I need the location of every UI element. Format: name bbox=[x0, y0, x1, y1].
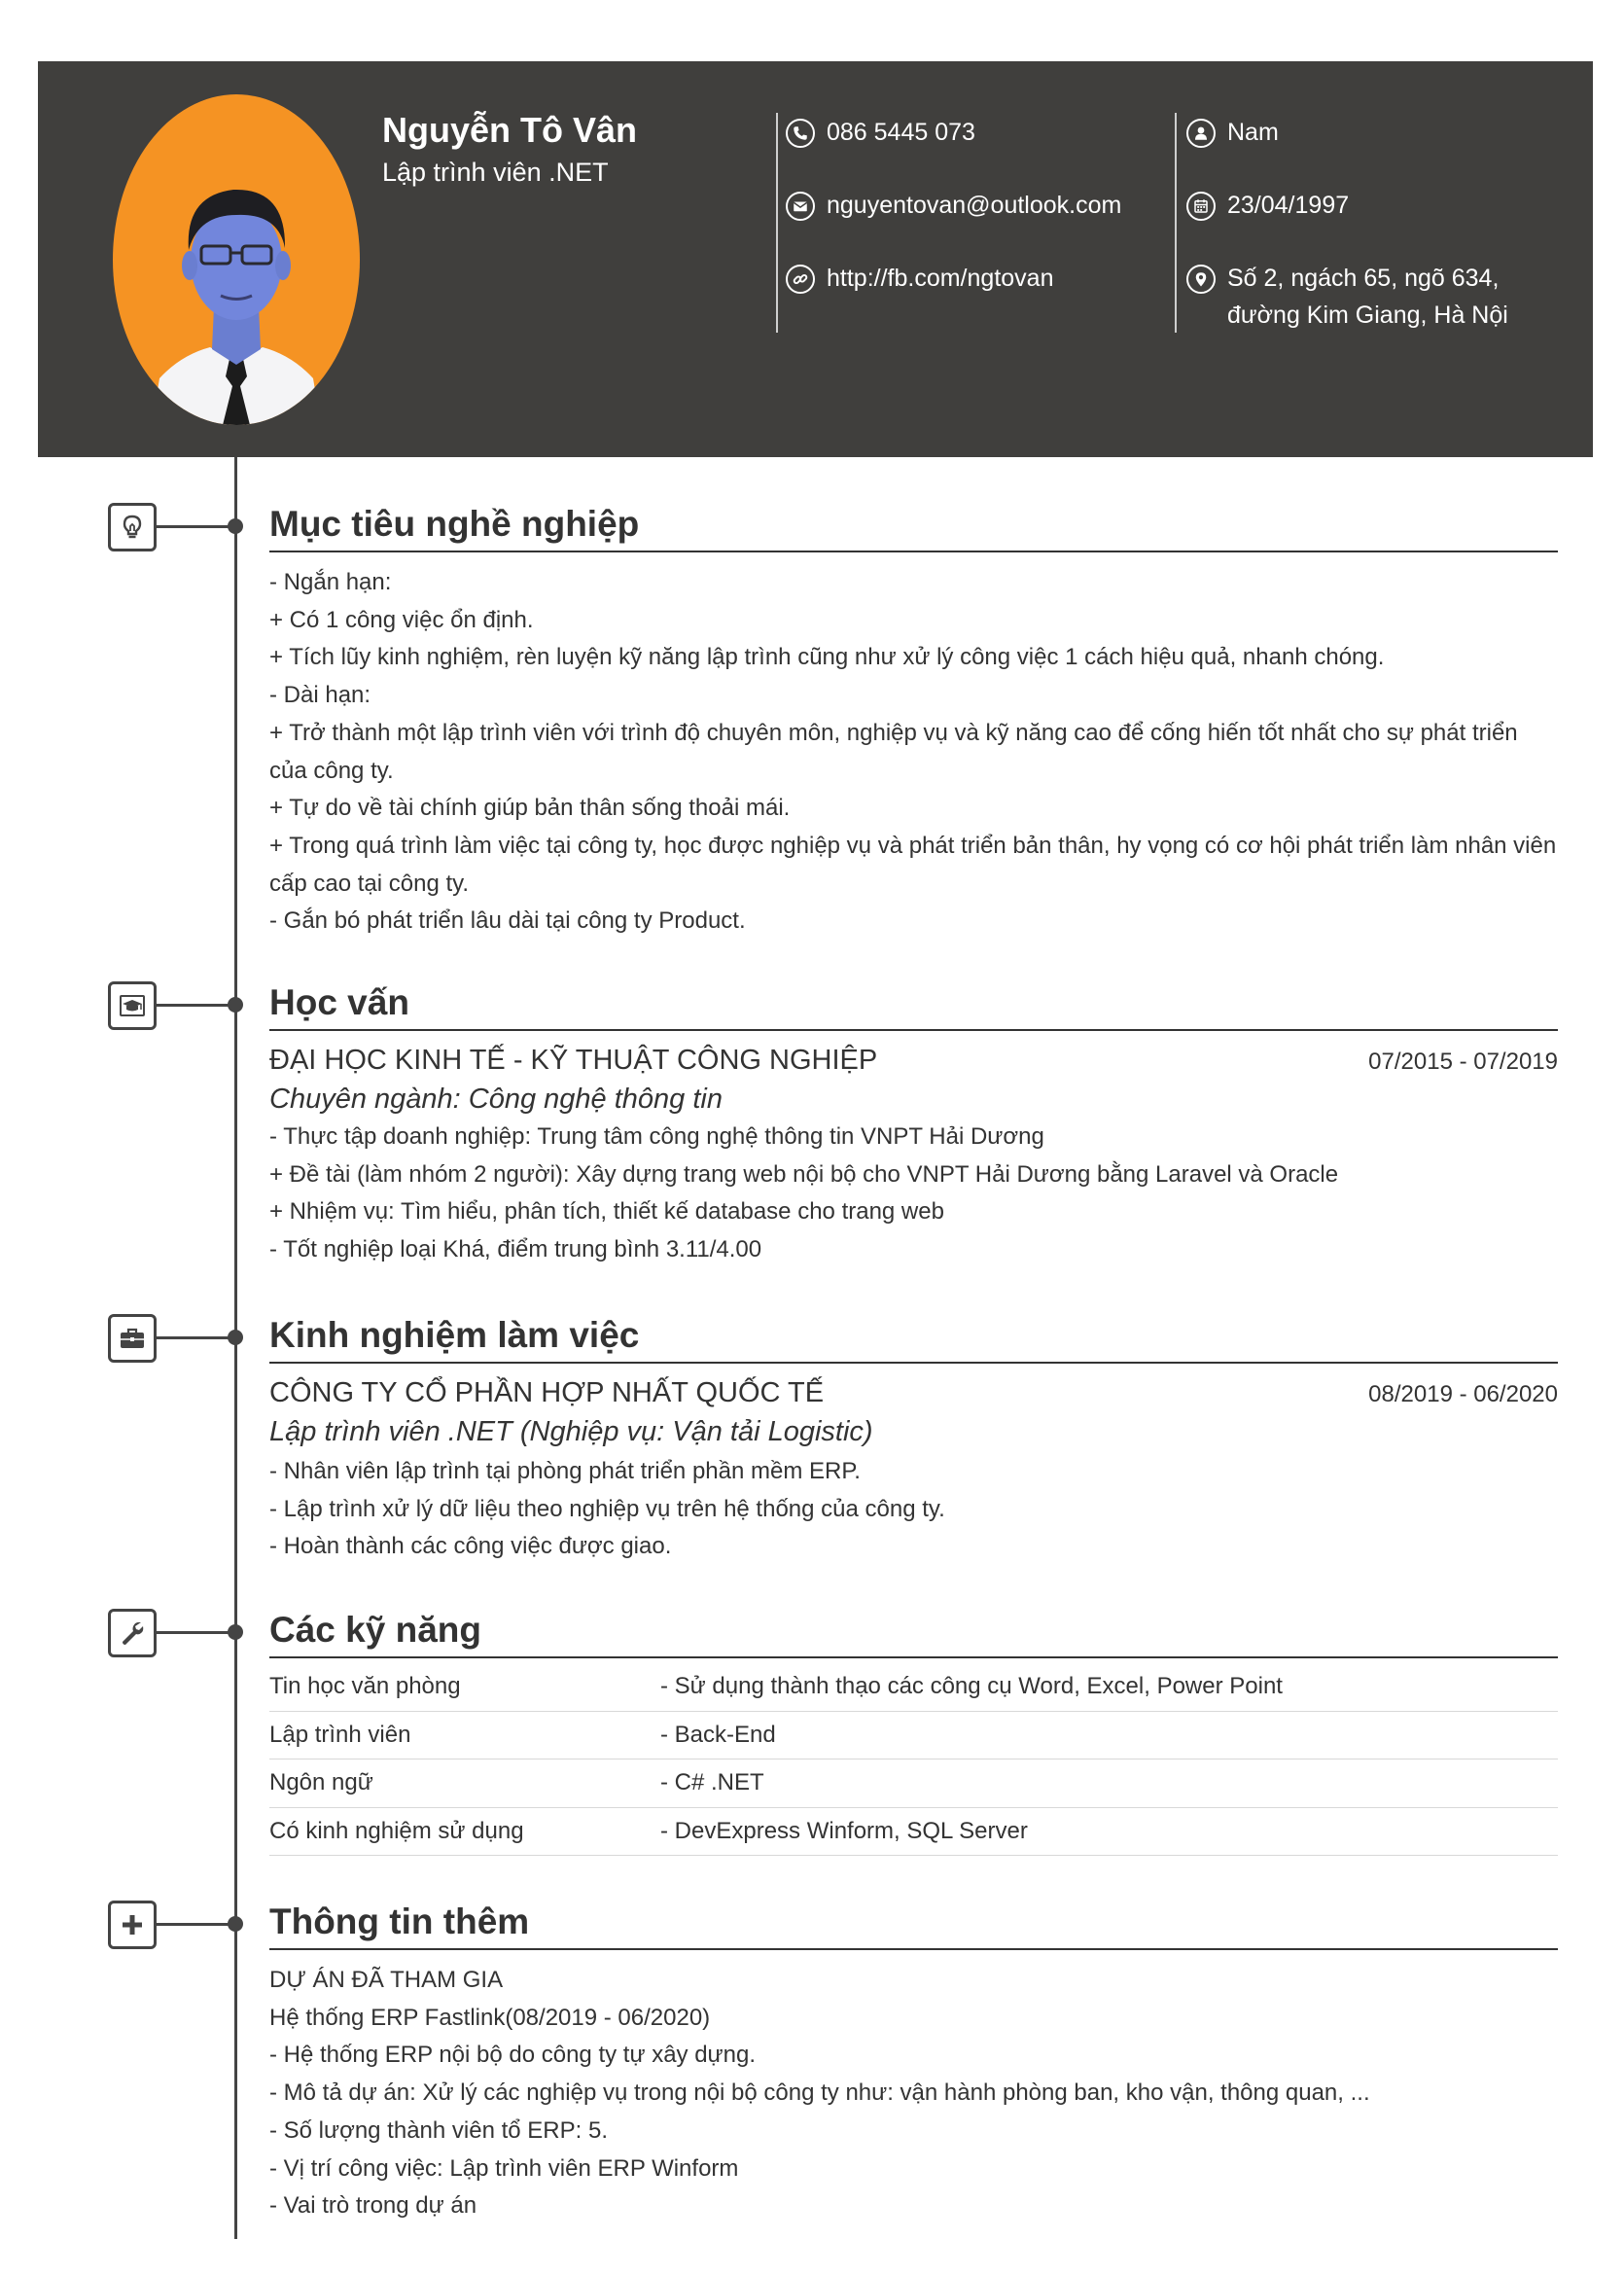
timeline-dot bbox=[228, 997, 243, 1013]
school-name: ĐẠI HỌC KINH TẾ - KỸ THUẬT CÔNG NGHIỆP bbox=[269, 1045, 878, 1076]
education-line: + Đề tài (làm nhóm 2 người): Xây dựng trang web nội bộ cho VNPT Hải Dương bằng Laravel và Oracle bbox=[269, 1160, 1339, 1188]
timeline-connector bbox=[157, 1923, 234, 1926]
skill-value: - C# .NET bbox=[660, 1769, 764, 1796]
section-rule bbox=[269, 1362, 1558, 1364]
additional-line: - Mô tả dự án: Xử lý các nghiệp vụ trong nội bộ công ty như: vận hành phòng ban, kho vận, thông quan, ... bbox=[269, 2079, 1370, 2107]
skill-row bbox=[269, 1663, 1558, 1712]
birthday-info bbox=[1186, 187, 1349, 224]
timeline-dot bbox=[228, 1330, 243, 1345]
timeline-connector bbox=[157, 1631, 234, 1634]
education-entry-header bbox=[269, 1045, 1558, 1077]
education-line: - Tốt nghiệp loại Khá, điểm trung bình 3.11/4.00 bbox=[269, 1236, 762, 1263]
graduation-cap-icon bbox=[108, 981, 157, 1030]
profile-photo bbox=[113, 94, 360, 425]
objective-line: + Trong quá trình làm việc tại công ty, học được nghiệp vụ và phát triển bản thân, hy vọng có cơ hội phát triển làm nhân viên cấp cao tại công ty. bbox=[269, 832, 1557, 897]
objective-line: + Trở thành một lập trình viên với trình độ chuyên môn, nghiệp vụ và kỹ năng cao để cống hiến tốt nhất cho sự phát triển của công ty. bbox=[269, 719, 1518, 784]
skills-table bbox=[269, 1663, 1558, 1856]
timeline-dot bbox=[228, 1916, 243, 1932]
section-title-experience: Kinh nghiệm làm việc bbox=[269, 1315, 640, 1355]
objective-line: + Tích lũy kinh nghiệm, rèn luyện kỹ năng lập trình cũng như xử lý công việc 1 cách hiệu quả, nhanh chóng. bbox=[269, 644, 1385, 671]
phone-text: 086 5445 073 bbox=[827, 119, 975, 146]
experience-line: - Nhân viên lập trình tại phòng phát triển phần mềm ERP. bbox=[269, 1458, 861, 1484]
additional-line: Hệ thống ERP Fastlink(08/2019 - 06/2020) bbox=[269, 2004, 711, 2031]
section-rule bbox=[269, 1029, 1558, 1031]
address-info bbox=[1186, 260, 1517, 334]
map-pin-icon bbox=[1186, 265, 1216, 294]
skill-label: Ngôn ngữ bbox=[269, 1769, 373, 1796]
email-info bbox=[786, 187, 1121, 224]
section-title-objective: Mục tiêu nghề nghiệp bbox=[269, 504, 640, 544]
section-rule bbox=[269, 1948, 1558, 1950]
section-rule bbox=[269, 551, 1558, 552]
calendar-icon bbox=[1186, 192, 1216, 221]
objective-line: - Gắn bó phát triển lâu dài tại công ty Product. bbox=[269, 907, 746, 935]
skill-row bbox=[269, 1760, 1558, 1808]
experience-position: Lập trình viên .NET (Nghiệp vụ: Vận tải Logistic) bbox=[269, 1416, 873, 1447]
skill-value: - Back-End bbox=[660, 1721, 776, 1748]
lightbulb-icon bbox=[108, 503, 157, 551]
briefcase-icon bbox=[108, 1314, 157, 1363]
header-divider bbox=[776, 113, 778, 333]
timeline-line bbox=[234, 457, 237, 2239]
skill-value: - Sử dụng thành thạo các công cụ Word, Excel, Power Point bbox=[660, 1673, 1283, 1700]
additional-line: - Số lượng thành viên tổ ERP: 5. bbox=[269, 2116, 608, 2144]
section-title-skills: Các kỹ năng bbox=[269, 1610, 481, 1650]
section-title-additional: Thông tin thêm bbox=[269, 1902, 530, 1941]
education-content bbox=[269, 1119, 1558, 1269]
user-icon bbox=[1186, 119, 1216, 148]
candidate-role: Lập trình viên .NET bbox=[382, 158, 609, 187]
skill-label: Lập trình viên bbox=[269, 1721, 411, 1748]
experience-line: - Lập trình xử lý dữ liệu theo nghiệp vụ trên hệ thống của công ty. bbox=[269, 1495, 945, 1522]
gender-info bbox=[1186, 114, 1279, 151]
additional-line: - Vị trí công việc: Lập trình viên ERP Winform bbox=[269, 2154, 739, 2182]
objective-line: - Dài hạn: bbox=[269, 682, 371, 709]
website-text[interactable]: http://fb.com/ngtovan bbox=[827, 265, 1054, 292]
education-dates: 07/2015 - 07/2019 bbox=[1368, 1049, 1558, 1075]
objective-content bbox=[269, 564, 1558, 941]
timeline-connector bbox=[157, 1004, 234, 1007]
skill-label: Tin học văn phòng bbox=[269, 1673, 461, 1700]
additional-content bbox=[269, 1962, 1558, 2225]
company-name: CÔNG TY CỔ PHẦN HỢP NHẤT QUỐC TẾ bbox=[269, 1377, 825, 1408]
education-major: Chuyên ngành: Công nghệ thông tin bbox=[269, 1084, 723, 1115]
phone-icon bbox=[786, 119, 815, 148]
timeline-dot bbox=[228, 1624, 243, 1640]
phone-info bbox=[786, 114, 975, 151]
objective-line: + Có 1 công việc ổn định. bbox=[269, 606, 534, 633]
section-title-education: Học vấn bbox=[269, 982, 409, 1022]
skill-value: - DevExpress Winform, SQL Server bbox=[660, 1817, 1028, 1844]
wrench-icon bbox=[108, 1609, 157, 1657]
skill-row bbox=[269, 1712, 1558, 1760]
address-text: Số 2, ngách 65, ngõ 634, đường Kim Giang, Hà Nội bbox=[1227, 265, 1508, 329]
link-icon bbox=[786, 265, 815, 294]
timeline-dot bbox=[228, 518, 243, 534]
envelope-icon bbox=[786, 192, 815, 221]
experience-line: - Hoàn thành các công việc được giao. bbox=[269, 1533, 672, 1560]
skill-row bbox=[269, 1808, 1558, 1857]
timeline-connector bbox=[157, 1336, 234, 1339]
experience-content bbox=[269, 1453, 1558, 1566]
experience-entry-header bbox=[269, 1377, 1558, 1409]
education-line: + Nhiệm vụ: Tìm hiểu, phân tích, thiết kế database cho trang web bbox=[269, 1198, 944, 1226]
objective-line: - Ngắn hạn: bbox=[269, 569, 392, 595]
timeline-connector bbox=[157, 525, 234, 528]
gender-text: Nam bbox=[1227, 119, 1279, 146]
candidate-name: Nguyễn Tô Vân bbox=[382, 110, 638, 150]
section-rule bbox=[269, 1656, 1558, 1658]
skill-label: Có kinh nghiệm sử dụng bbox=[269, 1817, 524, 1844]
additional-line: DỰ ÁN ĐÃ THAM GIA bbox=[269, 1967, 504, 1993]
website-info bbox=[786, 260, 1053, 297]
additional-line: - Vai trò trong dự án bbox=[269, 2192, 477, 2220]
education-line: - Thực tập doanh nghiệp: Trung tâm công nghệ thông tin VNPT Hải Dương bbox=[269, 1123, 1044, 1150]
birthday-text: 23/04/1997 bbox=[1227, 192, 1350, 219]
header-divider bbox=[1175, 113, 1177, 333]
additional-line: - Hệ thống ERP nội bộ do công ty tự xây dựng. bbox=[269, 2042, 756, 2069]
email-text[interactable]: nguyentovan@outlook.com bbox=[827, 192, 1122, 219]
objective-line: + Tự do về tài chính giúp bản thân sống thoải mái. bbox=[269, 795, 791, 822]
plus-icon bbox=[108, 1901, 157, 1949]
experience-dates: 08/2019 - 06/2020 bbox=[1368, 1381, 1558, 1407]
